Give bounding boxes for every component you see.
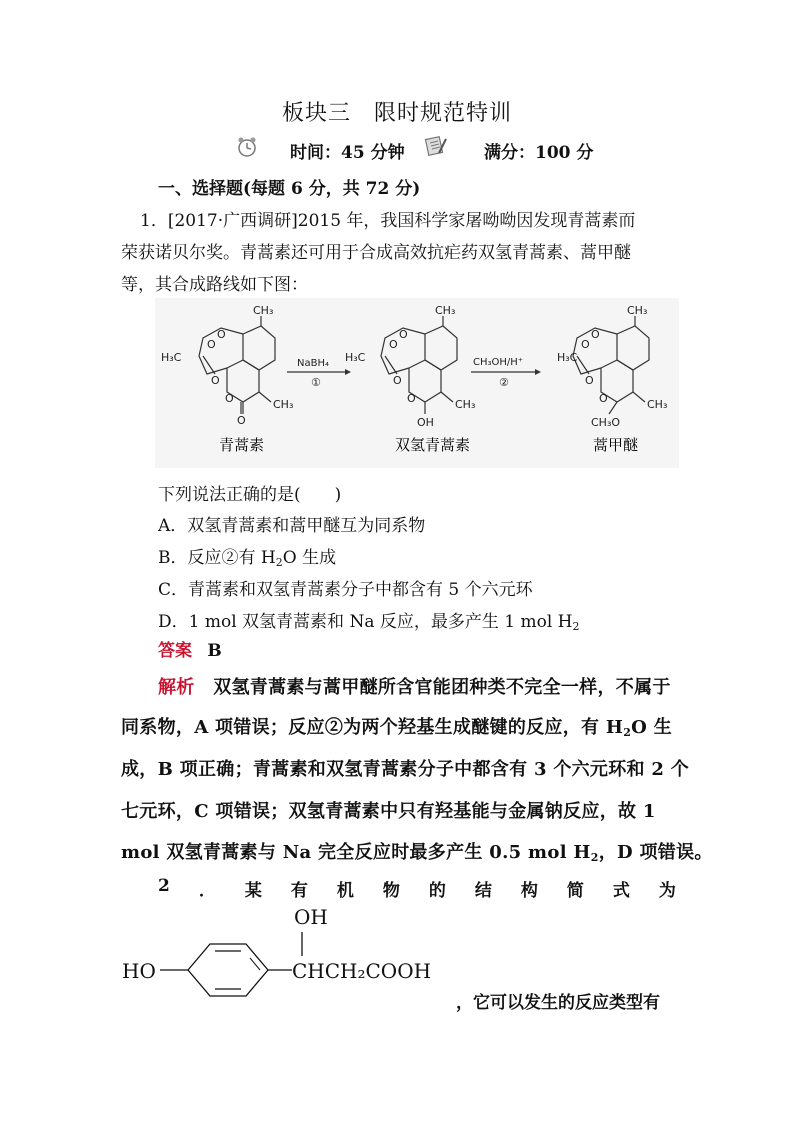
- mol1-o-3: O: [211, 374, 220, 387]
- q2-tail: ，它可以发生的反应类型有: [456, 993, 660, 1013]
- mol2-o-4: O: [407, 392, 416, 405]
- option-c: C．青蒿素和双氢青蒿素分子中都含有 5 个六元环: [158, 580, 533, 600]
- clock-icon: [236, 136, 258, 158]
- q1-line-3: 等，其合成路线如下图：: [121, 275, 308, 295]
- option-d: D．1 mol 双氢青蒿素和 Na 反应，最多产生 1 mol $H_2$: [158, 612, 580, 633]
- artemether-structure: [573, 316, 649, 414]
- answer-value: B: [207, 641, 222, 661]
- arrow-1-step: ①: [311, 376, 321, 389]
- mol2-name: 双氢青蒿素: [395, 436, 471, 454]
- dihydroartemisinin-structure: [381, 316, 457, 414]
- mol1-ch3-bottom: CH₃: [273, 398, 294, 411]
- analysis-label: 解析: [158, 677, 195, 698]
- arrow-1-reagent: NaBH₄: [297, 358, 329, 369]
- artemisinin-structure: [199, 316, 275, 414]
- mol3-o-2: O: [591, 328, 600, 341]
- arrow-2-reagent: CH₃OH/H⁺: [473, 357, 524, 368]
- arrow-2-head: [535, 369, 541, 375]
- arrow-2-step: ②: [499, 376, 509, 389]
- q1-line-2: 荣获诺贝尔奖。青蒿素还可用于合成高效抗疟药双氢青蒿素、蒿甲醚: [121, 243, 631, 263]
- page-title: 板块三 限时规范特训: [281, 101, 512, 126]
- mol1-carbonyl-o: O: [237, 414, 246, 427]
- section-heading: 一、选择题(每题 6 分，共 72 分): [158, 179, 421, 199]
- analysis-line-3: 成，B 项正确；青蒿素和双氢青蒿素分子中都含有 3 个六元环和 2 个: [121, 759, 690, 780]
- q1-stem: 下列说法正确的是( ): [158, 485, 342, 505]
- full-score: 满分：100 分: [484, 143, 594, 163]
- q2-chain: CHCH₂COOH: [292, 959, 432, 983]
- q2-ho: HO: [122, 959, 156, 983]
- reaction-scheme-figure: [155, 298, 679, 468]
- reaction-scheme-svg: [155, 298, 679, 468]
- q2-structure: [118, 904, 468, 1000]
- mol1-o-2: O: [217, 328, 226, 341]
- answer-row: [158, 636, 222, 661]
- mol3-name: 蒿甲醚: [593, 436, 639, 454]
- analysis-line-5: mol 双氢青蒿素与 Na 完全反应时最多产生 0.5 mol $H_2$，D 项错误。: [121, 842, 713, 864]
- q2-line-1: 2 ． 某 有 机 物 的 结 构 简 式 为: [158, 876, 676, 901]
- mol2-h3c: H₃C: [345, 351, 366, 364]
- mol1-h3c: H₃C: [161, 351, 182, 364]
- analysis-line-2: 同系物，A 项错误；反应②为两个羟基生成醚键的反应，有 $H_2O$ 生: [121, 717, 673, 739]
- analysis-line-1: 解析 双氢青蒿素与蒿甲醚所含官能团种类不完全一样，不属于: [158, 677, 671, 698]
- mol3-ch3-top: CH₃: [627, 304, 648, 317]
- arrow-1-head: [345, 369, 351, 375]
- analysis-line-4: 七元环，C 项错误；双氢青蒿素中只有羟基能与金属钠反应，故 1: [121, 801, 656, 822]
- mol3-ch3-bottom: CH₃: [647, 398, 668, 411]
- answer-label: 答案: [158, 641, 192, 661]
- mol2-ch3-top: CH₃: [435, 304, 456, 317]
- mol3-o-4: O: [599, 392, 608, 405]
- mol3-h3c: H₃C: [557, 351, 578, 364]
- mol2-o-2: O: [399, 328, 408, 341]
- benzene-ring: [188, 944, 268, 996]
- option-b: B．反应②有 $H_2O$ 生成: [158, 548, 337, 569]
- option-a: A．双氢青蒿素和蒿甲醚互为同系物: [158, 516, 426, 536]
- q1-line-1: 1．[2017·广西调研]2015 年，我国科学家屠呦呦因发现青蒿素而: [140, 211, 636, 231]
- mol1-ch3-top: CH₃: [253, 304, 274, 317]
- mol1-o-4: O: [225, 392, 234, 405]
- mol2-o-1: O: [389, 338, 398, 351]
- mol3-o-1: O: [581, 338, 590, 351]
- mol1-name: 青蒿素: [219, 436, 265, 454]
- q2-oh: OH: [294, 905, 328, 929]
- notes-icon: [424, 135, 448, 157]
- mol2-o-3: O: [393, 374, 402, 387]
- mol2-ch3-bottom: CH₃: [455, 398, 476, 411]
- mol1-o-1: O: [207, 338, 216, 351]
- time-limit: 时间：45 分钟: [290, 143, 405, 163]
- mol2-oh: OH: [417, 416, 434, 429]
- mol3-o-3: O: [585, 374, 594, 387]
- mol3-och3: CH₃O: [591, 416, 621, 429]
